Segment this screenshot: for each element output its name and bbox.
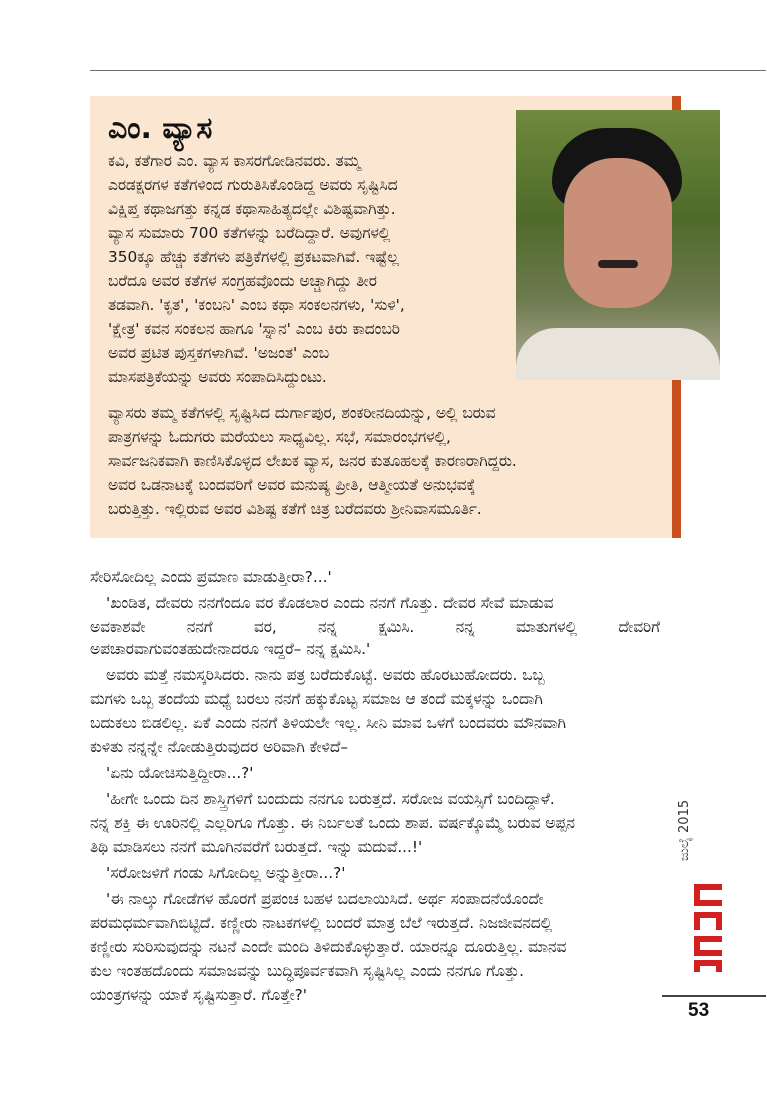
magazine-logo-glyphs xyxy=(694,884,722,972)
story-word: ಅವಕಾಶವೇ xyxy=(90,618,146,636)
bio-line: ಅವರ ಒಡನಾಟಕ್ಕೆ ಬಂದವರಿಗೆ ಅವರ ಮನುಷ್ಯ ಪ್ರೀತಿ, ಆತ್ಮೀಯತೆ ಅನುಭವಕ್ಕೆ xyxy=(108,476,476,494)
story-line: 'ಏನು ಯೋಚಿಸುತ್ತಿದ್ದೀರಾ...?' xyxy=(106,764,254,782)
bio-line: ಮಾಸಪತ್ರಿಕೆಯನ್ನು ಅವರು ಸಂಪಾದಿಸಿದ್ದುಂಟು. xyxy=(108,368,327,386)
story-line: ನನ್ನ ಶಕ್ತಿ ಈ ಊರಿನಲ್ಲಿ ಎಲ್ಲರಿಗೂ ಗೊತ್ತು. ಈ ನಿರ್ಬಲತೆ ಒಂದು ಶಾಪ. ವರ್ಷಕ್ಕೊಮ್ಮೆ ಬರುವ ಅಪ್ಪನ xyxy=(90,814,575,832)
issue-date-text: ಜುಲೈ 2015 xyxy=(677,799,693,862)
story-word: ಮಾತುಗಳಲ್ಲಿ xyxy=(515,618,578,636)
footer-rule xyxy=(662,995,766,997)
story-word: ನನ್ನ xyxy=(317,618,338,636)
bio-line: ಬರೆದೂ ಅವರ ಕತೆಗಳ ಸಂಗ್ರಹವೊಂದು ಅಚ್ಚಾಗಿದ್ದು ತೀರ xyxy=(108,272,377,290)
author-name-heading: ಎಂ. ವ್ಯಾಸ xyxy=(108,111,213,146)
story-line: ಬದುಕಲು ಬಿಡಲಿಲ್ಲ. ಏಕೆ ಎಂದು ನನಗೆ ತಿಳಿಯಲೇ ಇಲ್ಲ. ಸೀನಿ ಮಾವ ಒಳಗೆ ಬಂದವರು ಮೌನವಾಗಿ xyxy=(90,714,566,732)
issue-date xyxy=(677,795,708,873)
story-line-justified xyxy=(90,616,660,639)
story-word: ವರ, xyxy=(253,618,277,636)
story-word: ಕ್ಷಮಿಸಿ. xyxy=(378,618,415,636)
story-line: ಅಪಚಾರವಾಗುವಂತಹುದೇನಾದರೂ ಇದ್ದರೆ– ನನ್ನ ಕ್ಷಮಿಸಿ.' xyxy=(90,640,371,658)
bio-line: 'ಕ್ಷೇತ್ರ' ಕವನ ಸಂಕಲನ ಹಾಗೂ 'ಸ್ನಾನ' ಎಂಬ ಕಿರು ಕಾದಂಬರಿ xyxy=(108,320,400,338)
story-word: ದೇವರಿಗೆ xyxy=(618,618,660,636)
story-line: 'ಹೀಗೇ ಒಂದು ದಿನ ಶಾಸ್ತ್ರಿಗಳಿಗೆ ಬಂದುದು ನನಗೂ ಬರುತ್ತದೆ. ಸರೋಜ ವಯಸ್ಸಿಗೆ ಬಂದಿದ್ದಾಳೆ. xyxy=(106,790,555,808)
story-line: ಪರಮಧರ್ಮವಾಗಿಬಿಟ್ಟಿದೆ. ಕಣ್ಣೀರು ನಾಟಕಗಳಲ್ಲಿ ಬಂದರೆ ಮಾತ್ರ ಬೆಲೆ ಇರುತ್ತದೆ. ನಿಜಜೀವನದಲ್ಲಿ xyxy=(90,914,553,932)
story-line: ಮಗಳು ಒಬ್ಬ ತಂದೆಯ ಮಧ್ಯೆ ಬರಲು ನನಗೆ ಹಕ್ಕುಕೊಟ್ಟ ಸಮಾಜ ಆ ತಂದೆ ಮಕ್ಕಳನ್ನು ಒಂದಾಗಿ xyxy=(90,690,543,708)
bio-line: ತಡವಾಗಿ. 'ಕೃತ', 'ಕಂಬನಿ' ಎಂಬ ಕಥಾ ಸಂಕಲನಗಳು, 'ಸುಳಿ', xyxy=(108,296,405,314)
author-photo xyxy=(516,110,720,380)
magazine-logo xyxy=(688,880,728,976)
story-line: 'ಈ ನಾಲ್ಕು ಗೋಡೆಗಳ ಹೊರಗೆ ಪ್ರಪಂಚ ಬಹಳ ಬದಲಾಯಿಸಿದೆ. ಅರ್ಥ ಸಂಪಾದನೆಯೊಂದೇ xyxy=(106,890,544,908)
bio-line: ಎರಡಕ್ಷರಗಳ ಕತೆಗಳಿಂದ ಗುರುತಿಸಿಕೊಂಡಿದ್ದ ಅವರು ಸೃಷ್ಟಿಸಿದ xyxy=(108,176,398,194)
story-line: 'ಖಂಡಿತ, ದೇವರು ನನಗೆಂದೂ ವರ ಕೊಡಲಾರ ಎಂದು ನನಗೆ ಗೊತ್ತು. ದೇವರ ಸೇವೆ ಮಾಡುವ xyxy=(106,594,554,612)
photo-mustache xyxy=(598,260,638,268)
bio-line: ವ್ಯಾಸರು ತಮ್ಮ ಕತೆಗಳಲ್ಲಿ ಸೃಷ್ಟಿಸಿದ ದುರ್ಗಾಪುರ, ಶಂಕರೀನದಿಯನ್ನು, ಅಲ್ಲಿ ಬರುವ xyxy=(108,404,496,422)
bio-line: ವ್ಯಾಸ ಸುಮಾರು 700 ಕತೆಗಳನ್ನು ಬರೆದಿದ್ದಾರೆ. ಅವುಗಳಲ್ಲಿ xyxy=(108,224,391,242)
story-line: ತಿಥಿ ಮಾಡಿಸಲು ನನಗೆ ಮೂಗಿನವರೆಗೆ ಬರುತ್ತದೆ. ಇನ್ನು ಮದುವೆ...!' xyxy=(90,838,423,856)
bio-line: ವಿಕ್ಷಿಪ್ತ ಕಥಾಜಗತ್ತು ಕನ್ನಡ ಕಥಾಸಾಹಿತ್ಯದಲ್ಲೇ ವಿಶಿಷ್ಟವಾಗಿತ್ತು. xyxy=(108,200,396,218)
story-line: 'ಸರೋಜಳಿಗೆ ಗಂಡು ಸಿಗೋದಿಲ್ಲ ಅನ್ನುತ್ತೀರಾ...?' xyxy=(106,864,346,882)
header-rule xyxy=(90,70,766,71)
story-word: ನನಗೆ xyxy=(186,618,213,636)
photo-shirt xyxy=(516,328,720,380)
story-line: ಯಂತ್ರಗಳನ್ನು ಯಾಕೆ ಸೃಷ್ಟಿಸುತ್ತಾರೆ. ಗೊತ್ತೇ?' xyxy=(90,986,307,1004)
story-line: ಕಣ್ಣೀರು ಸುರಿಸುವುದನ್ನು ನಟನೆ ಎಂದೇ ಮಂದಿ ತಿಳಿದುಕೊಳ್ಳುತ್ತಾರೆ. ಯಾರನ್ನೂ ದೂರುತ್ತಿಲ್ಲ. ಮಾನವ xyxy=(90,938,567,956)
story-line: ಅವರು ಮತ್ತೆ ನಮಸ್ಕರಿಸಿದರು. ನಾನು ಪತ್ರ ಬರೆದುಕೊಟ್ಟೆ. ಅವರು ಹೊರಟುಹೋದರು. ಒಬ್ಬ xyxy=(106,666,545,684)
bio-line: ಅವರ ಪ್ರಟಿತ ಪುಸ್ತಕಗಳಾಗಿವೆ. 'ಅಜಂತ' ಎಂಬ xyxy=(108,344,330,362)
bio-line: ಪಾತ್ರಗಳನ್ನು ಓದುಗರು ಮರೆಯಲು ಸಾಧ್ಯವಿಲ್ಲ. ಸಭೆ, ಸಮಾರಂಭಗಳಲ್ಲಿ, xyxy=(108,428,451,446)
page-number: 53 xyxy=(688,1000,710,1021)
story-line: ಕುಳಿತು ನನ್ನನ್ನೇ ನೋಡುತ್ತಿರುವುದರ ಅರಿವಾಗಿ ಕೇಳಿದೆ– xyxy=(90,738,348,756)
bio-line: ಬರುತ್ತಿತ್ತು. ಇಲ್ಲಿರುವ ಅವರ ವಿಶಿಷ್ಟ ಕತೆಗೆ ಚಿತ್ರ ಬರೆದವರು ಶ್ರೀನಿವಾಸಮೂರ್ತಿ. xyxy=(108,500,482,518)
photo-face xyxy=(564,158,672,308)
bio-line: ಕವಿ, ಕತೆಗಾರ ಎಂ. ವ್ಯಾಸ ಕಾಸರಗೋಡಿನವರು. ತಮ್ಮ xyxy=(108,152,361,170)
bio-line: ಸಾರ್ವಜನಿಕವಾಗಿ ಕಾಣಿಸಿಕೊಳ್ಳದ ಲೇಖಕ ವ್ಯಾಸ, ಜನರ ಕುತೂಹಲಕ್ಕೆ ಕಾರಣರಾಗಿದ್ದರು. xyxy=(108,452,517,470)
story-word: ನನ್ನ xyxy=(455,618,475,636)
bio-line: 350ಕ್ಕೂ ಹೆಚ್ಚು ಕತೆಗಳು ಪತ್ರಿಕೆಗಳಲ್ಲಿ ಪ್ರಕಟವಾಗಿವೆ. ಇಷ್ಟೆಲ್ಲ xyxy=(108,248,399,266)
story-line: ಕುಲ ಇಂತಹದೊಂದು ಸಮಾಜವನ್ನು ಬುದ್ಧಿಪೂರ್ವಕವಾಗಿ ಸೃಷ್ಟಿಸಿಲ್ಲ ಎಂದು ನನಗೂ ಗೊತ್ತು. xyxy=(90,962,524,980)
story-line: ಸೇರಿಸೋದಿಲ್ಲ ಎಂದು ಪ್ರಮಾಣ ಮಾಡುತ್ತೀರಾ?...' xyxy=(90,568,332,586)
